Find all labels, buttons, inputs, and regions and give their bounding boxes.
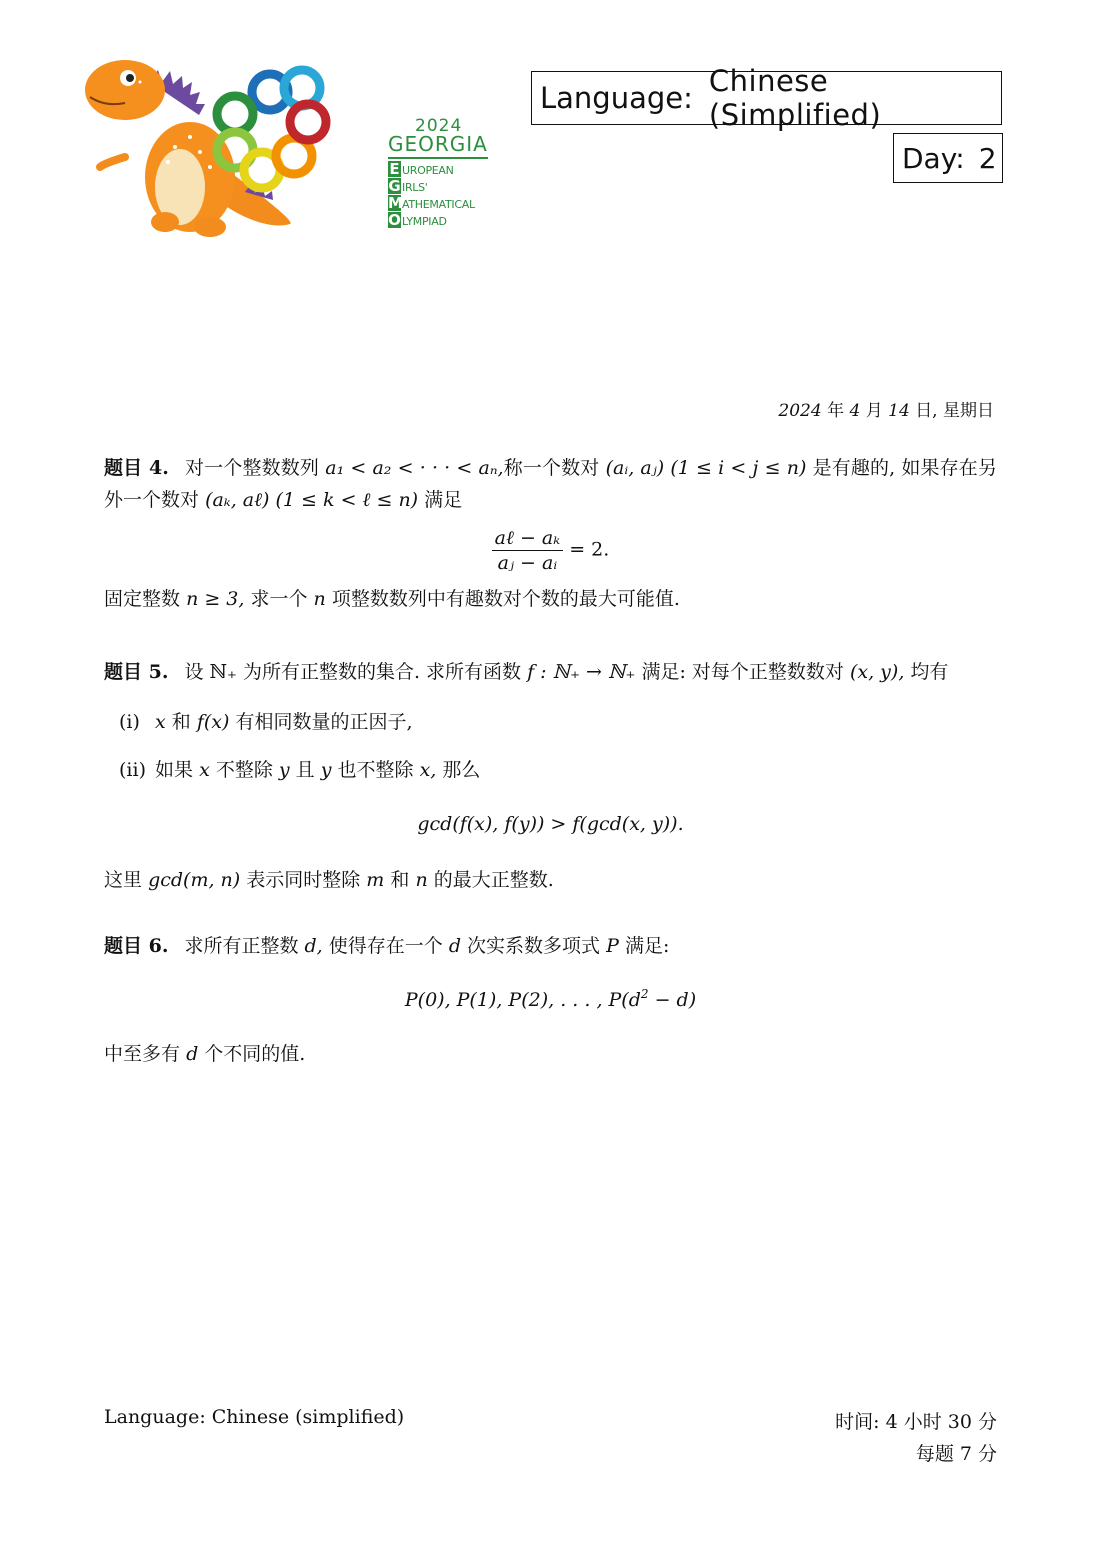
logo-acronym bbox=[388, 160, 488, 228]
problem-4 bbox=[104, 452, 997, 615]
exam-date: 2024 年 4 月 14 日, 星期日 bbox=[778, 401, 994, 421]
footer-info bbox=[835, 1406, 997, 1470]
problem-heading: 题目 6. bbox=[104, 935, 169, 957]
dinosaur-mascot-icon bbox=[80, 52, 410, 244]
language-box bbox=[531, 64, 1002, 132]
footer-time: 时间: 4 小时 30 分 bbox=[835, 1411, 997, 1433]
problem-4-statement: 题目 4. 对一个整数数列 a₁ < a₂ < · · · < aₙ,称一个数对 (aᵢ, aⱼ) (1 ≤ i < j ≤ n) 是有趣的, 如果存在另外一个数对 (aₖ, aℓ) (1 ≤ k < ℓ ≤ n) 满足 bbox=[104, 457, 997, 511]
footer-points: 每题 7 分 bbox=[915, 1443, 997, 1465]
problem-5 bbox=[104, 656, 997, 896]
logo-acronym-row: E UROPEAN bbox=[389, 160, 454, 178]
day-box bbox=[893, 133, 1003, 183]
logo-country: GEORGIA bbox=[388, 132, 488, 159]
language-value: Chinese (Simplified) bbox=[708, 64, 882, 132]
language-label: Language: bbox=[540, 81, 693, 115]
logo-year: 2024 bbox=[415, 116, 463, 136]
egmo-logo bbox=[80, 52, 488, 244]
logo-acronym-row: O LYMPIAD bbox=[388, 211, 447, 229]
footer-language: Language: Chinese (simplified) bbox=[104, 1406, 405, 1428]
problem-6 bbox=[104, 930, 997, 1070]
problem-5-condition-ii: (ii) 如果 x 不整除 y 且 y 也不整除 x, 那么 bbox=[119, 759, 481, 781]
problem-heading: 题目 5. bbox=[104, 661, 169, 683]
problem-5-note: 这里 gcd(m, n) 表示同时整除 m 和 n 的最大正整数. bbox=[104, 869, 554, 891]
problem-4-equation: $\frac{\text{aℓ − aₖ}}{\text{aⱼ − aᵢ}}$ = 2. bbox=[104, 526, 997, 575]
problem-6-conclusion: 中至多有 d 个不同的值. bbox=[104, 1043, 306, 1065]
fraction: $\frac{\text{aℓ − aₖ}}{\text{aⱼ − aᵢ}}$ bbox=[492, 526, 564, 575]
day-value: 2 bbox=[978, 141, 997, 175]
problem-6-statement: 题目 6. 求所有正整数 d, 使得存在一个 d 次实系数多项式 P 满足: bbox=[104, 935, 670, 957]
problem-5-inequality: gcd(f(x), f(y)) > f(gcd(x, y)). bbox=[417, 813, 684, 835]
problem-heading: 题目 4. bbox=[104, 457, 169, 479]
logo-acronym-row: M ATHEMATICAL bbox=[388, 194, 475, 212]
logo-acronym-row: G IRLS' bbox=[388, 177, 428, 195]
problem-6-values: P(0), P(1), P(2), . . . , $P(d^2 - d)$ bbox=[404, 987, 697, 1011]
problem-5-condition-i: (i) x 和 f(x) 有相同数量的正因子, bbox=[119, 711, 413, 733]
problem-4-question: 固定整数 n ≥ 3, 求一个 n 项整数数列中有趣数对个数的最大可能值. bbox=[104, 588, 680, 610]
day-label: Day: bbox=[902, 141, 965, 175]
problem-5-statement: 题目 5. 设 ℕ₊ 为所有正整数的集合. 求所有函数 f : ℕ₊ → ℕ₊ 满足: 对每个正整数数对 (x, y), 均有 bbox=[104, 661, 949, 683]
